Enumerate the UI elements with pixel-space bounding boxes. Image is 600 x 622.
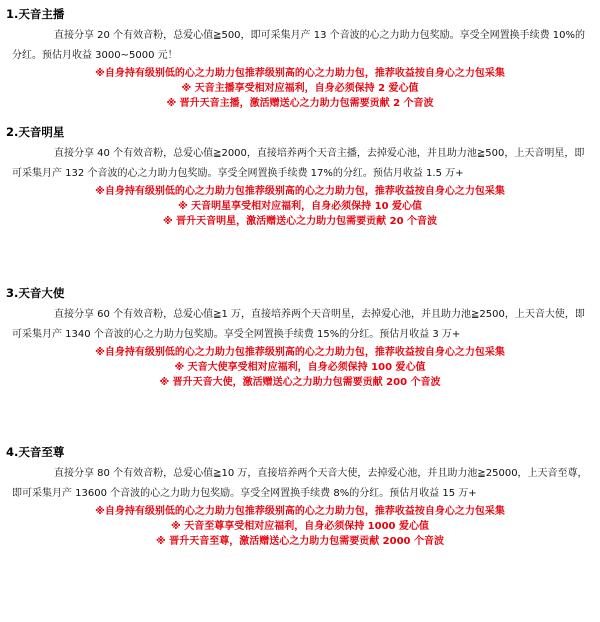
note-line: ※ 晋升天音主播，激活赠送心之力助力包需要贡献 2 个音波 xyxy=(166,98,434,109)
section-tianyin-star xyxy=(6,124,594,285)
section-paragraph: 直接分享 20 个有效音粉，总爱心值≧500，即可采集月产 13 个音波的心之力助力包奖励。享受全网置换手续费 10%的分红。预估月收益 3000~5000 元！ xyxy=(12,30,586,61)
section-paragraph: 直接分享 60 个有效音粉，总爱心值≧1 万，直接培养两个天音明星，去掉爱心池，并且助力池≧2500，上天音大使，即可采集月产 1340 个音波的心之力助力包奖励。享受全网置换手续费 15%的分红。预估月收益 3 万+ xyxy=(12,309,585,340)
section-tianyin-supreme xyxy=(6,444,594,604)
section-heading: 4.天音至尊 xyxy=(6,445,65,459)
section-paragraph: 直接分享 80 个有效音粉，总爱心值≧10 万，直接培养两个天音大使，去掉爱心池，并且助力池≧25000，上天音至尊，即可采集月产 13600 个音波的心之力助力包奖励。享受全网置换手续费 8%的分红。预估月收益 15 万+ xyxy=(12,468,588,499)
note-line: ※自身持有级别低的心之力助力包推荐级别高的心之力助力包，推荐收益按自身心之力包采集 xyxy=(95,506,505,517)
section-heading: 3.天音大使 xyxy=(6,286,65,300)
note-line: ※ 天音大使享受相对应福利，自身必须保持 100 爱心值 xyxy=(174,362,426,373)
note-line: ※ 晋升天音大使，激活赠送心之力助力包需要贡献 200 个音波 xyxy=(159,377,441,388)
section-tianyin-ambassador xyxy=(6,285,594,444)
section-tianyin-anchor xyxy=(6,6,594,124)
note-line: ※ 天音明星享受相对应福利，自身必须保持 10 爱心值 xyxy=(177,201,423,212)
section-heading: 1.天音主播 xyxy=(6,7,65,21)
section-paragraph: 直接分享 40 个有效音粉，总爱心值≧2000，直接培养两个天音主播，去掉爱心池，并且助力池≧500，上天音明星，即可采集月产 132 个音波的心之力助力包奖励。享受全网置换手续费 17%的分红。预估月收益 1.5 万+ xyxy=(12,148,585,179)
note-line: ※自身持有级别低的心之力助力包推荐级别高的心之力助力包，推荐收益按自身心之力包采集 xyxy=(95,347,505,358)
note-line: ※ 晋升天音明星，激活赠送心之力助力包需要贡献 20 个音波 xyxy=(162,216,438,227)
note-line: ※ 天音主播享受相对应福利，自身必须保持 2 爱心值 xyxy=(181,83,419,94)
section-heading: 2.天音明星 xyxy=(6,125,65,139)
note-line: ※ 天音至尊享受相对应福利，自身必须保持 1000 爱心值 xyxy=(171,521,429,532)
note-line: ※自身持有级别低的心之力助力包推荐级别高的心之力助力包，推荐收益按自身心之力包采集 xyxy=(95,68,505,79)
note-line: ※ 晋升天音至尊，激活赠送心之力助力包需要贡献 2000 个音波 xyxy=(156,536,444,547)
note-line: ※自身持有级别低的心之力助力包推荐级别高的心之力助力包，推荐收益按自身心之力包采集 xyxy=(95,186,505,197)
